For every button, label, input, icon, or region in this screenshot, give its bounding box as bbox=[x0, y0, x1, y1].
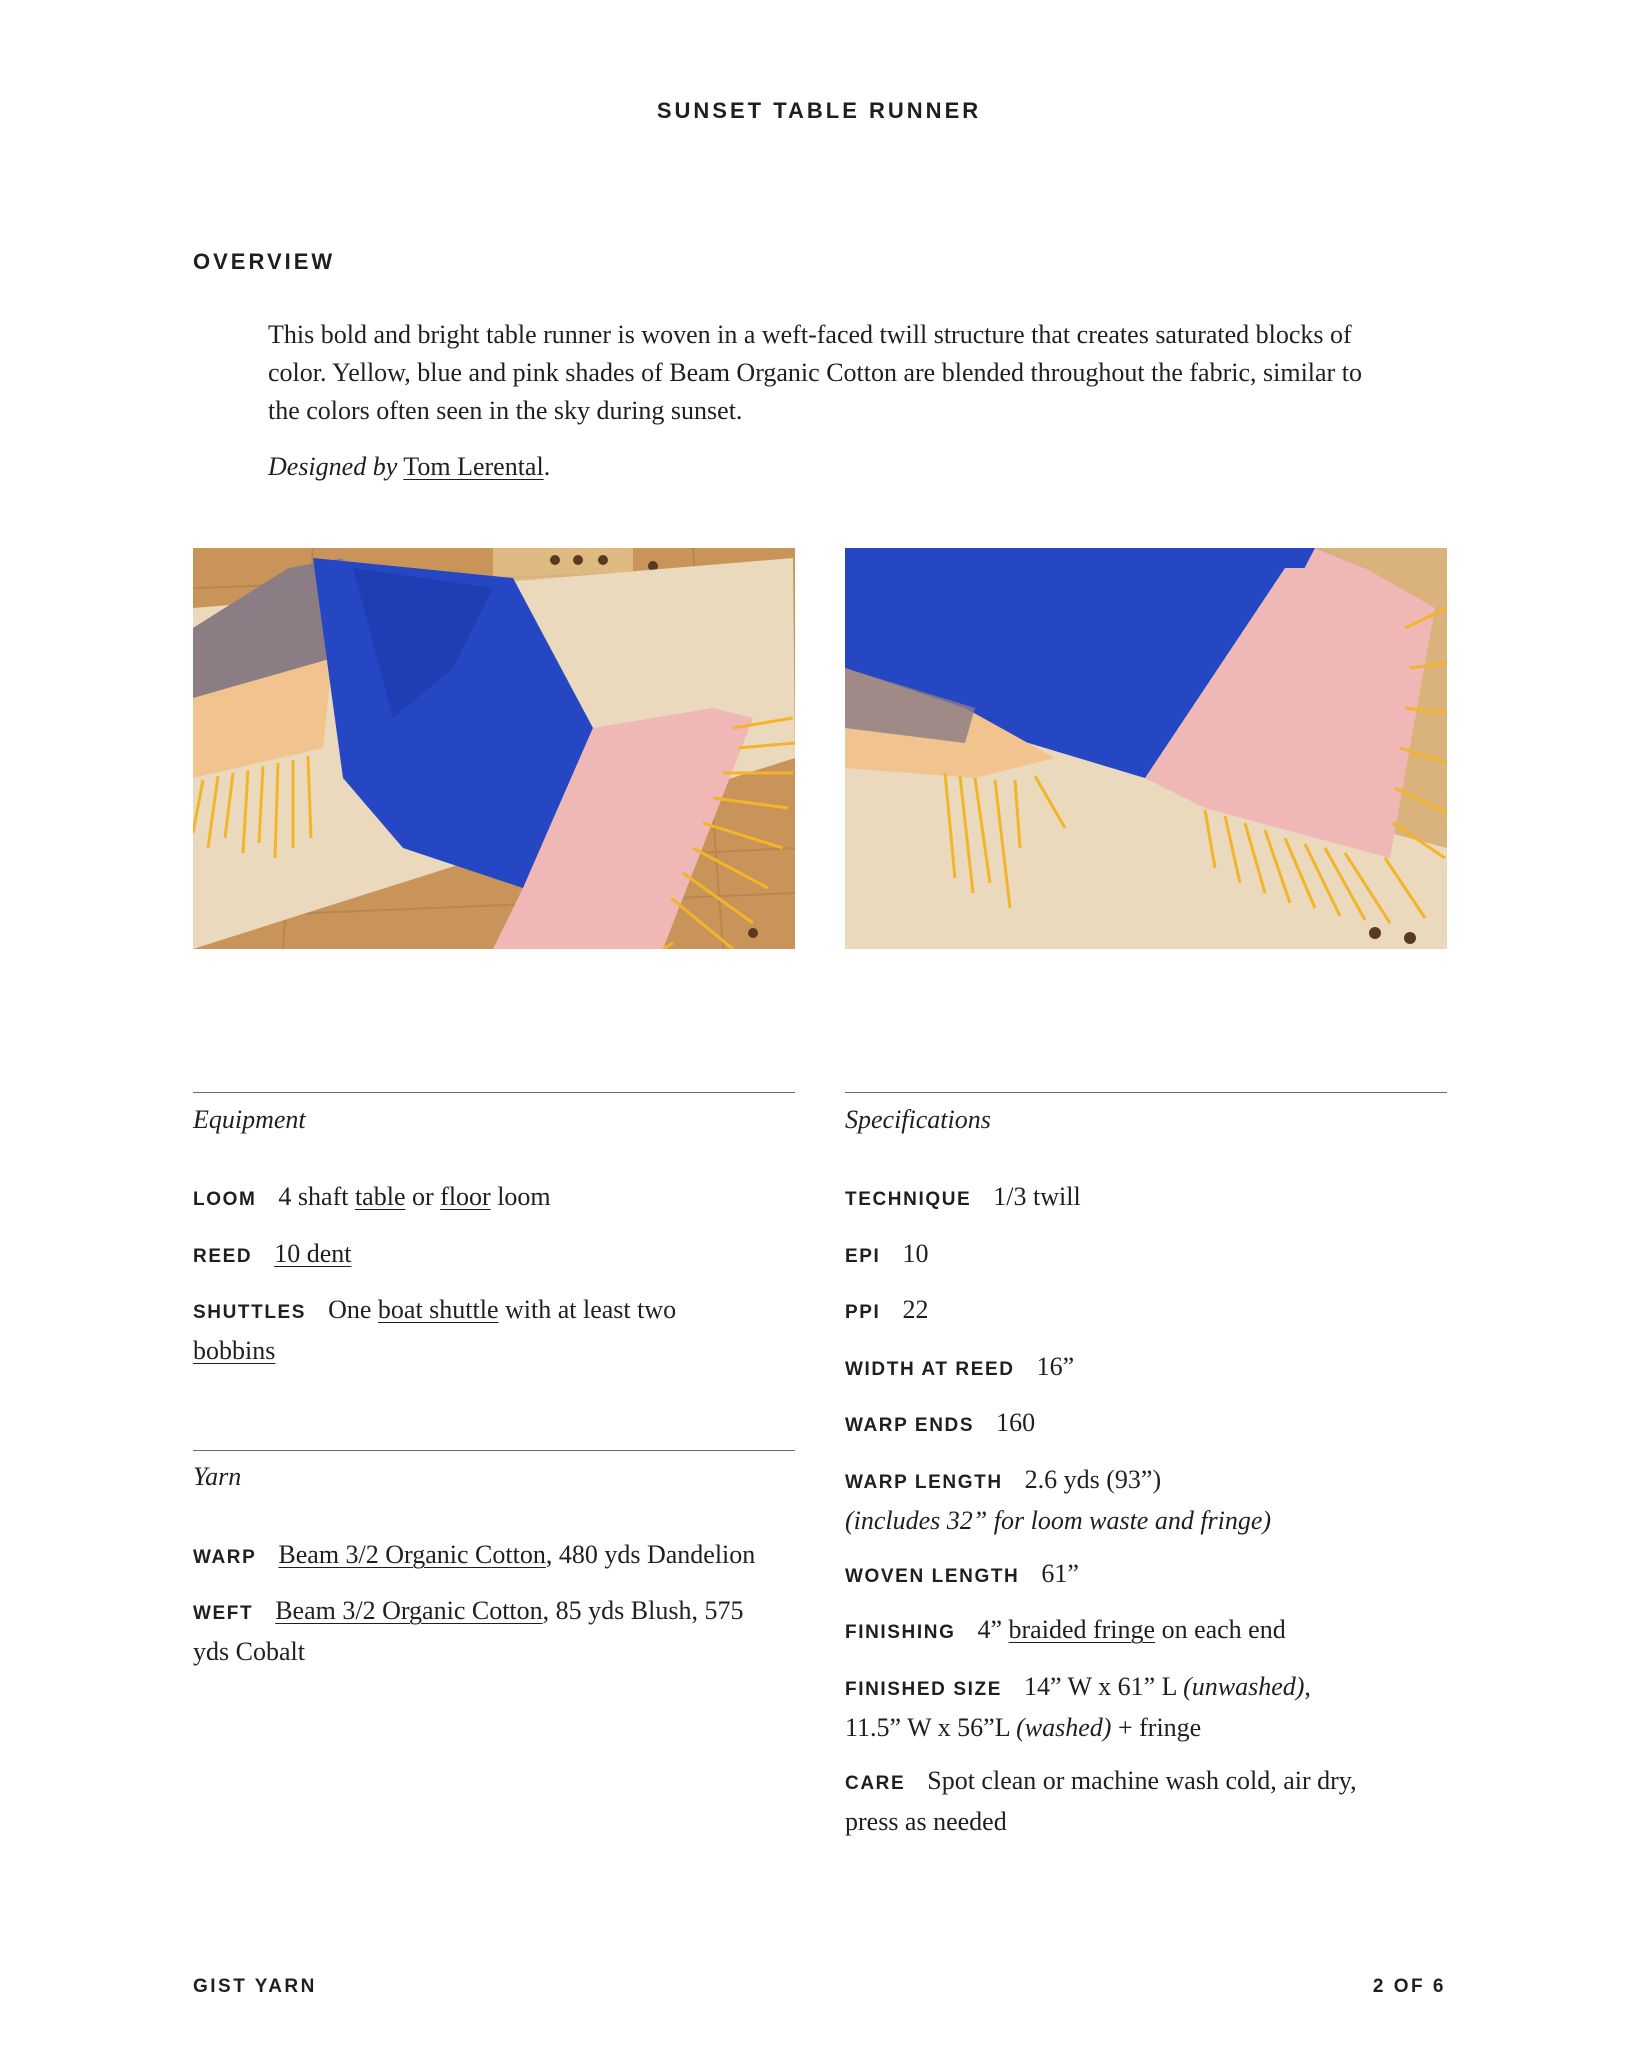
table-loom-link[interactable]: table bbox=[354, 1182, 406, 1211]
overview-paragraph: This bold and bright table runner is woven in a weft-faced twill structure that creates saturated blocks of color. Yellow, blue and pink shades of Beam Organic Cotton are blended throughout the fabric, similar to the colors often seen in the sky during sunset. bbox=[268, 320, 1362, 425]
woven-length-label: WOVEN LENGTH bbox=[845, 1566, 1020, 1587]
yarn-rule bbox=[193, 1450, 795, 1451]
overview-heading: OVERVIEW bbox=[193, 249, 336, 274]
spec-epi bbox=[845, 1235, 1435, 1276]
care-label: CARE bbox=[845, 1773, 906, 1794]
finishing-text-end: on each end bbox=[1161, 1615, 1286, 1644]
shuttles-text-two: two bbox=[637, 1295, 677, 1324]
runner-photo-draped-graphic bbox=[193, 548, 795, 949]
shuttles-text-mid: with at least bbox=[505, 1295, 631, 1324]
weft-yarn-link[interactable]: Beam 3/2 Organic Cotton bbox=[275, 1596, 543, 1625]
credit-suffix: . bbox=[543, 452, 551, 481]
width-at-reed-label: WIDTH AT REED bbox=[845, 1359, 1015, 1380]
ppi-label: PPI bbox=[845, 1302, 881, 1323]
technique-value: 1/3 twill bbox=[993, 1182, 1081, 1211]
technique-label: TECHNIQUE bbox=[845, 1189, 972, 1210]
bobbins-link[interactable]: bobbins bbox=[193, 1336, 276, 1365]
yarn-warp bbox=[193, 1536, 813, 1577]
finished-size-comma: , bbox=[1304, 1672, 1311, 1701]
finishing-text: 4” bbox=[977, 1615, 1003, 1644]
finished-size-note-washed: (washed) bbox=[1016, 1713, 1112, 1742]
warp-length-label: WARP LENGTH bbox=[845, 1472, 1003, 1493]
specifications-title: Specifications bbox=[845, 1105, 991, 1134]
boat-shuttle-link[interactable]: boat shuttle bbox=[377, 1295, 499, 1324]
spec-finished-size bbox=[845, 1668, 1435, 1747]
overview-body bbox=[268, 316, 1398, 486]
equipment-rule bbox=[193, 1092, 795, 1093]
spec-ppi bbox=[845, 1291, 1435, 1332]
weft-label: WEFT bbox=[193, 1603, 254, 1624]
braided-fringe-link[interactable]: braided fringe bbox=[1008, 1615, 1156, 1644]
runner-photo-closeup bbox=[845, 548, 1447, 949]
finished-size-fringe: + fringe bbox=[1117, 1713, 1202, 1742]
finishing-label: FINISHING bbox=[845, 1622, 956, 1643]
credit-prefix: Designed by bbox=[268, 452, 398, 481]
runner-photo-closeup-graphic bbox=[845, 548, 1447, 949]
warp-length-value: 2.6 yds (93”) bbox=[1024, 1465, 1162, 1494]
warp-label: WARP bbox=[193, 1547, 257, 1568]
epi-label: EPI bbox=[845, 1246, 881, 1267]
finished-size-label: FINISHED SIZE bbox=[845, 1679, 1002, 1700]
floor-loom-link[interactable]: floor bbox=[440, 1182, 491, 1211]
specifications-rule bbox=[845, 1092, 1447, 1093]
finished-size-note-unwashed: (unwashed) bbox=[1183, 1672, 1305, 1701]
equipment-reed bbox=[193, 1235, 783, 1276]
warp-ends-label: WARP ENDS bbox=[845, 1415, 975, 1436]
spec-warp-ends bbox=[845, 1404, 1435, 1445]
finished-size-value: 14” W x 61” L bbox=[1023, 1672, 1177, 1701]
weft-yarn-amount: , 85 yds Blush, bbox=[542, 1596, 698, 1625]
weft-yarn-amount-2: 575 yds Cobalt bbox=[193, 1596, 744, 1666]
width-at-reed-value: 16” bbox=[1036, 1352, 1075, 1381]
warp-yarn-amount: , 480 yds Dandelion bbox=[545, 1540, 756, 1569]
yarn-weft bbox=[193, 1592, 753, 1671]
warp-ends-value: 160 bbox=[996, 1408, 1036, 1437]
equipment-shuttles bbox=[193, 1291, 693, 1370]
designer-link[interactable]: Tom Lerental bbox=[403, 452, 544, 481]
woven-length-value: 61” bbox=[1041, 1559, 1079, 1588]
shuttles-label: SHUTTLES bbox=[193, 1302, 307, 1323]
equipment-loom bbox=[193, 1178, 783, 1219]
care-value-2: press as needed bbox=[845, 1807, 1007, 1836]
spec-technique bbox=[845, 1178, 1435, 1219]
warp-length-note: (includes 32” for loom waste and fringe) bbox=[845, 1506, 1272, 1535]
runner-photo-draped bbox=[193, 548, 795, 949]
care-value: Spot clean or machine wash cold, air dry, bbox=[927, 1766, 1357, 1795]
loom-text-or: or bbox=[411, 1182, 434, 1211]
footer-brand: GIST YARN bbox=[193, 1976, 317, 1997]
designer-credit bbox=[268, 448, 1398, 486]
spec-care bbox=[845, 1762, 1445, 1841]
page-number: 2 OF 6 bbox=[1372, 1976, 1446, 1997]
warp-yarn-link[interactable]: Beam 3/2 Organic Cotton bbox=[278, 1540, 546, 1569]
equipment-title: Equipment bbox=[193, 1105, 306, 1134]
spec-finishing bbox=[845, 1611, 1435, 1652]
loom-text: 4 shaft bbox=[278, 1182, 349, 1211]
ppi-value: 22 bbox=[902, 1295, 929, 1324]
reed-label: REED bbox=[193, 1246, 253, 1267]
epi-value: 10 bbox=[902, 1239, 929, 1268]
loom-label: LOOM bbox=[193, 1189, 257, 1210]
spec-width-at-reed bbox=[845, 1348, 1435, 1389]
spec-warp-length bbox=[845, 1461, 1435, 1540]
shuttles-text: One bbox=[328, 1295, 372, 1324]
spec-woven-length bbox=[845, 1555, 1435, 1596]
reed-link[interactable]: 10 dent bbox=[274, 1239, 352, 1268]
yarn-title: Yarn bbox=[193, 1462, 242, 1491]
finished-size-washed-value: 11.5” W x 56”L bbox=[845, 1713, 1010, 1742]
document-title: SUNSET TABLE RUNNER bbox=[656, 98, 982, 123]
loom-text-end: loom bbox=[497, 1182, 551, 1211]
